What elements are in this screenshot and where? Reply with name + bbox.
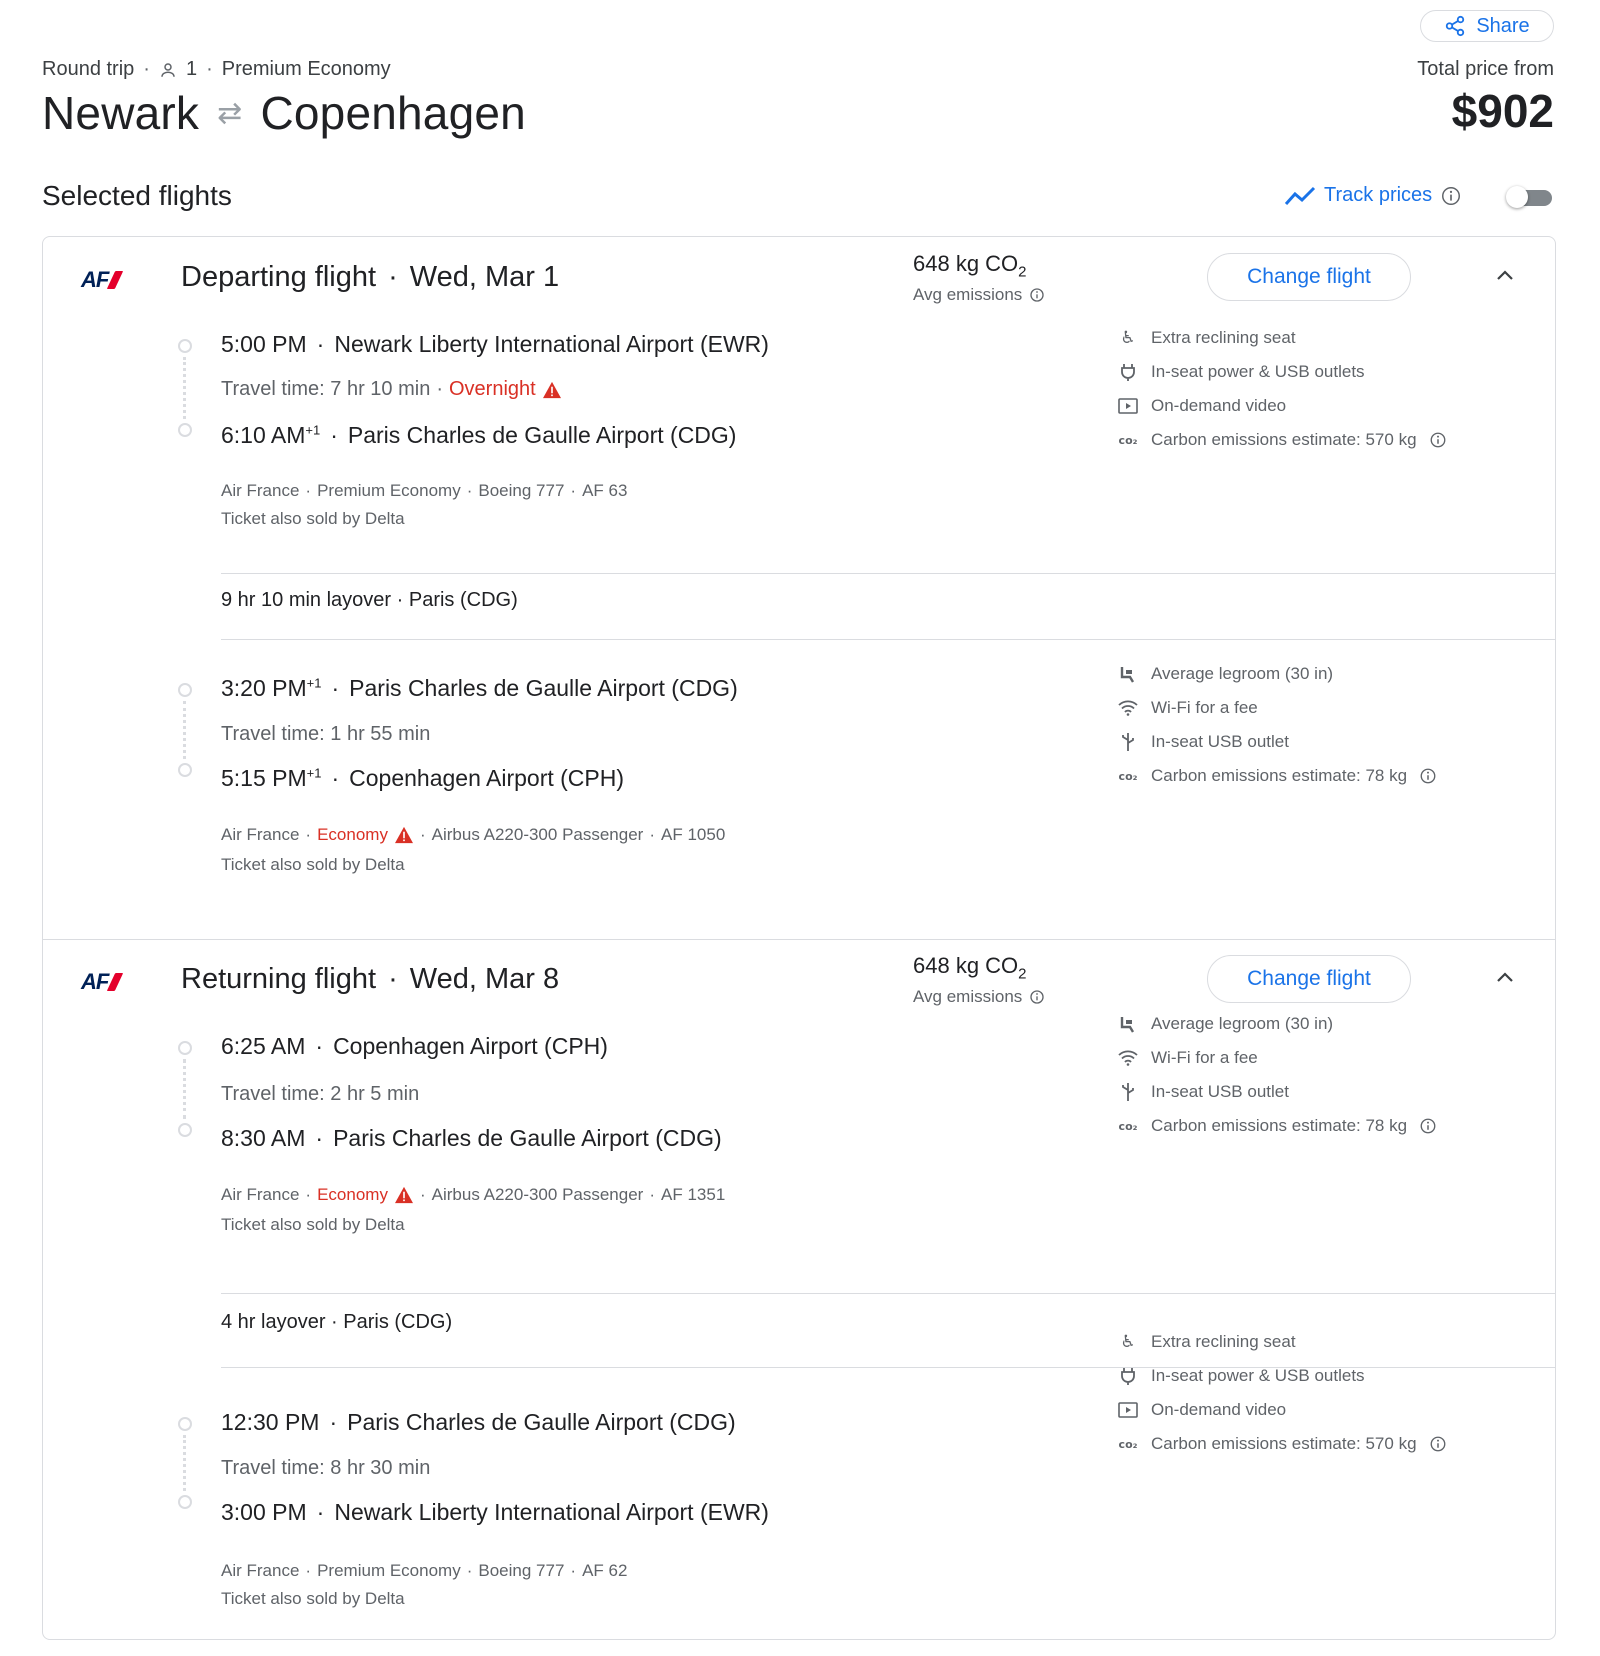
amenity-item: co₂ Carbon emissions estimate: 78 kg — [1117, 765, 1437, 787]
share-label: Share — [1476, 14, 1530, 37]
amenity-item: In-seat USB outlet — [1117, 1081, 1437, 1103]
departure-time-line: 12:30 PM · Paris Charles de Gaulle Airport (CDG) — [221, 1409, 736, 1435]
destination-city: Copenhagen — [260, 87, 526, 139]
info-icon[interactable] — [1419, 1117, 1437, 1135]
co2-icon: co₂ — [1118, 769, 1138, 783]
departing-flight-title: Departing flight · Wed, Mar 1 — [181, 261, 560, 293]
amenity-item: ♿ Extra reclining seat — [1117, 1331, 1447, 1353]
track-prices-label: Track prices — [1324, 184, 1433, 206]
swap-arrows-icon: ⇄ — [217, 96, 243, 130]
ticket-sold-by: Ticket also sold by Delta — [221, 855, 405, 874]
co2-icon: co₂ — [1118, 433, 1138, 447]
flight-details: Air France · Economy · Airbus A220-300 Passenger · AF 1050 — [221, 825, 726, 844]
power-plug-icon — [1117, 361, 1139, 383]
route-title — [42, 86, 526, 140]
power-plug-icon — [1117, 1365, 1139, 1387]
total-price: $902 — [1451, 85, 1554, 137]
arrival-time-line: 3:00 PM · Newark Liberty International Airport (EWR) — [221, 1499, 769, 1525]
departure-time-line: 5:00 PM · Newark Liberty International Airport (EWR) — [221, 331, 769, 357]
amenity-item: co₂ Carbon emissions estimate: 570 kg — [1117, 1433, 1447, 1455]
departure-dot — [178, 683, 192, 697]
warning-icon — [394, 1186, 414, 1204]
selected-flights-card — [42, 236, 1556, 1640]
trip-type: Round trip — [42, 58, 135, 80]
share-button[interactable] — [1420, 10, 1554, 42]
departure-time-line: 6:25 AM · Copenhagen Airport (CPH) — [221, 1033, 608, 1059]
arrival-dot — [178, 1123, 192, 1137]
layover-info: 9 hr 10 min layover · Paris (CDG) — [221, 589, 518, 611]
amenities-list — [1117, 1331, 1447, 1455]
track-prices-toggle[interactable] — [1506, 187, 1554, 207]
change-returning-flight-button[interactable]: Change flight — [1207, 955, 1411, 1003]
wifi-icon — [1117, 1047, 1139, 1069]
amenity-item: Wi-Fi for a fee — [1117, 1047, 1437, 1069]
arrival-time-line: 8:30 AM · Paris Charles de Gaulle Airport (CDG) — [221, 1125, 722, 1151]
layover-info: 4 hr layover · Paris (CDG) — [221, 1311, 453, 1333]
ticket-sold-by: Ticket also sold by Delta — [221, 1215, 405, 1234]
info-icon[interactable] — [1029, 989, 1045, 1005]
cabin-class: Premium Economy — [221, 58, 391, 80]
video-icon — [1117, 395, 1139, 417]
info-icon[interactable] — [1029, 287, 1045, 303]
ticket-sold-by: Ticket also sold by Delta — [221, 1589, 405, 1608]
legroom-icon — [1117, 663, 1139, 685]
reclining-seat-icon: ♿ — [1120, 328, 1136, 347]
co2-icon: co₂ — [1118, 1437, 1138, 1451]
usb-icon — [1117, 731, 1139, 753]
chevron-up-icon[interactable] — [1493, 263, 1517, 287]
air-france-logo: AF — [81, 969, 119, 995]
co2-icon: co₂ — [1118, 1119, 1138, 1133]
trending-icon — [1284, 185, 1316, 207]
flight-details: Air France · Premium Economy · Boeing 777 · AF 62 — [221, 1561, 628, 1580]
returning-emissions: 648 kg $CO_2$ — [913, 953, 1027, 983]
returning-flight-title: Returning flight · Wed, Mar 8 — [181, 963, 560, 995]
amenity-item: On-demand video — [1117, 395, 1447, 417]
info-icon — [1440, 185, 1462, 207]
warning-icon — [394, 826, 414, 844]
chevron-up-icon[interactable] — [1493, 965, 1517, 989]
travel-time: Travel time: 2 hr 5 min — [221, 1083, 420, 1105]
legroom-icon — [1117, 1013, 1139, 1035]
video-icon — [1117, 1399, 1139, 1421]
track-prices[interactable] — [1284, 184, 1462, 207]
arrival-dot — [178, 423, 192, 437]
amenities-list — [1117, 327, 1447, 451]
trip-meta: Round trip · 1 · Premium Economy — [42, 58, 391, 80]
amenity-item: ♿ Extra reclining seat — [1117, 327, 1447, 349]
travel-time: Travel time: 8 hr 30 min — [221, 1457, 431, 1479]
warning-icon — [542, 381, 562, 399]
departure-time-line: 3:20 $PM^{+1}$ · Paris Charles de Gaulle Airport (CDG) — [221, 675, 738, 701]
info-icon[interactable] — [1429, 431, 1447, 449]
departing-avg-emissions: Avg emissions — [913, 285, 1045, 305]
departure-dot — [178, 1417, 192, 1431]
amenity-item: co₂ Carbon emissions estimate: 78 kg — [1117, 1115, 1437, 1137]
arrival-time-line: 5:15 $PM^{+1}$ · Copenhagen Airport (CPH) — [221, 765, 625, 791]
total-price-label: Total price from — [1417, 58, 1554, 80]
returning-avg-emissions: Avg emissions — [913, 987, 1045, 1007]
departure-dot — [178, 1041, 192, 1055]
amenity-item: In-seat power & USB outlets — [1117, 361, 1447, 383]
arrival-time-line: 6:10 $AM^{+1}$ · Paris Charles de Gaulle Airport (CDG) — [221, 422, 737, 448]
share-icon — [1444, 15, 1466, 37]
info-icon[interactable] — [1419, 767, 1437, 785]
person-icon — [159, 61, 177, 79]
amenities-list — [1117, 1013, 1437, 1137]
arrival-dot — [178, 763, 192, 777]
passenger-count: 1 — [185, 58, 198, 80]
usb-icon — [1117, 1081, 1139, 1103]
ticket-sold-by: Ticket also sold by Delta — [221, 509, 405, 528]
departing-emissions: 648 kg $CO_2$ — [913, 251, 1027, 281]
flight-details: Air France · Economy · Airbus A220-300 Passenger · AF 1351 — [221, 1185, 726, 1204]
amenity-item: co₂ Carbon emissions estimate: 570 kg — [1117, 429, 1447, 451]
reclining-seat-icon: ♿ — [1120, 1332, 1136, 1351]
amenity-item: Average legroom (30 in) — [1117, 1013, 1437, 1035]
amenity-item: Average legroom (30 in) — [1117, 663, 1437, 685]
arrival-dot — [178, 1495, 192, 1509]
departure-dot — [178, 339, 192, 353]
change-departing-flight-button[interactable]: Change flight — [1207, 253, 1411, 301]
travel-time: Travel time: 7 hr 10 min · Overnight — [221, 378, 562, 401]
amenity-item: Wi-Fi for a fee — [1117, 697, 1437, 719]
selected-flights-title: Selected flights — [42, 180, 232, 211]
origin-city: Newark — [42, 87, 200, 139]
amenity-item: On-demand video — [1117, 1399, 1447, 1421]
air-france-logo: AF — [81, 267, 119, 293]
amenity-item: In-seat power & USB outlets — [1117, 1365, 1447, 1387]
amenity-item: In-seat USB outlet — [1117, 731, 1437, 753]
info-icon[interactable] — [1429, 1435, 1447, 1453]
wifi-icon — [1117, 697, 1139, 719]
amenities-list — [1117, 663, 1437, 787]
travel-time: Travel time: 1 hr 55 min — [221, 723, 431, 745]
flight-details: Air France · Premium Economy · Boeing 777 · AF 63 — [221, 481, 628, 500]
